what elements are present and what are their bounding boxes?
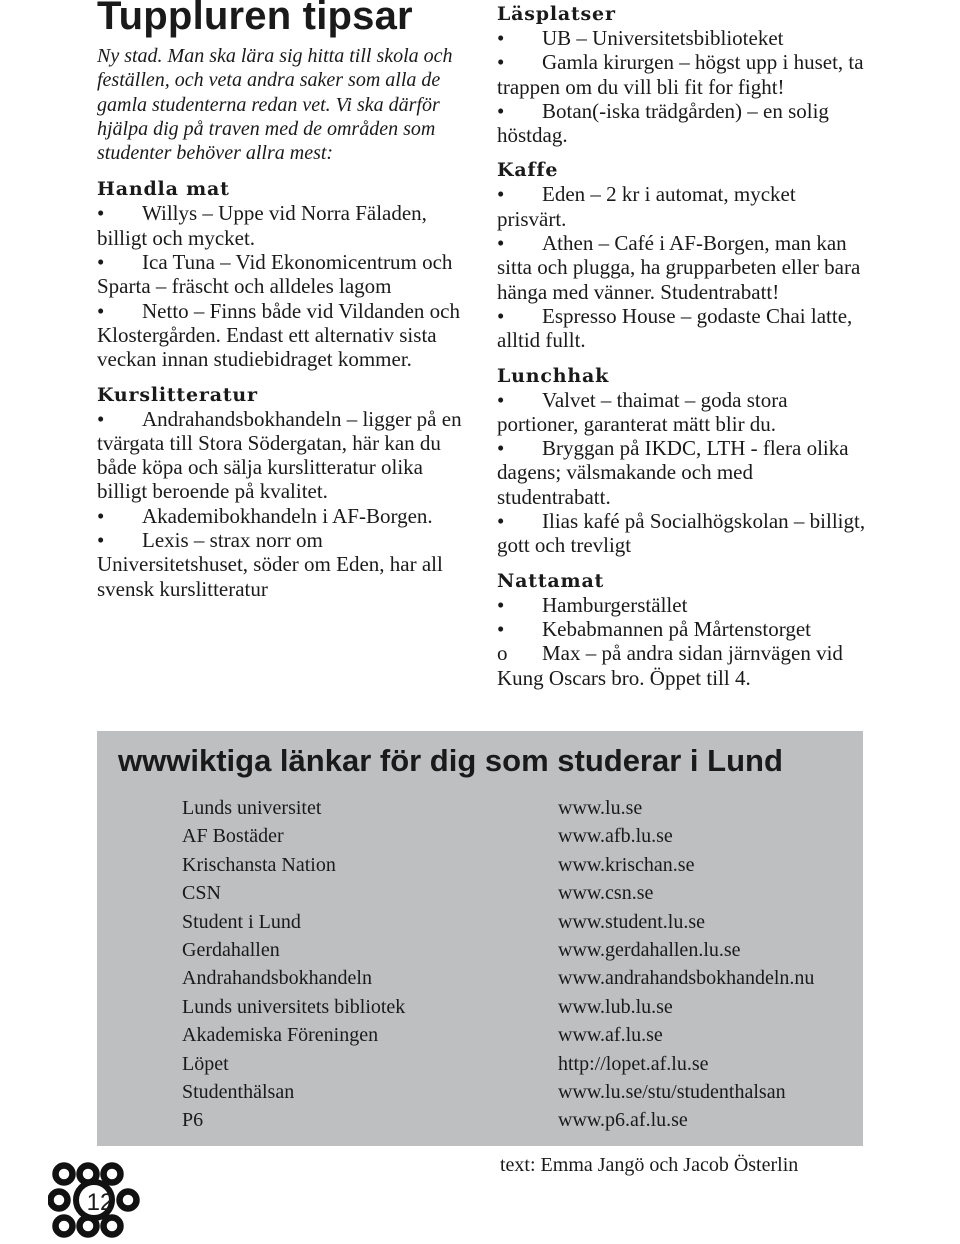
list-item-text: Andrahandsbokhandeln – ligger på en tvärgata till Stora Södergatan, här kan du både köpa och sälja kurslitteratur olika billigt beroende på kvalitet. xyxy=(97,406,462,504)
bullet-icon: • xyxy=(97,298,105,323)
bullet-icon: • xyxy=(497,50,505,75)
list-item-text: Akademibokhandeln i AF-Borgen. xyxy=(142,503,433,528)
section-heading: Kaffe xyxy=(497,159,559,182)
link-url[interactable]: www.gerdahallen.lu.se xyxy=(558,939,741,961)
list-item xyxy=(497,436,867,509)
bullet-icon: • xyxy=(497,182,505,207)
bullet-icon: • xyxy=(497,509,505,534)
bullet-icon: • xyxy=(97,503,105,528)
link-name: Löpet xyxy=(182,1052,229,1075)
list-item xyxy=(97,504,462,528)
list-item xyxy=(497,641,867,690)
section-gap xyxy=(97,372,462,383)
link-url[interactable]: http://lopet.af.lu.se xyxy=(558,1052,709,1075)
link-name: Student i Lund xyxy=(182,910,301,933)
right-sections xyxy=(497,2,867,690)
link-url[interactable]: www.csn.se xyxy=(558,882,654,905)
link-url[interactable]: www.lu.se xyxy=(558,797,643,819)
list-item xyxy=(497,99,867,148)
link-name: P6 xyxy=(182,1109,204,1132)
left-sections xyxy=(97,177,462,600)
bullet-icon: • xyxy=(497,592,505,617)
section-heading: Handla mat xyxy=(97,178,230,201)
list-item xyxy=(497,617,867,641)
bullet-icon: • xyxy=(497,436,505,461)
link-name: Akademiska Föreningen xyxy=(182,1024,379,1047)
list-item-text: Eden – 2 kr i automat, mycket prisvärt. xyxy=(497,182,796,231)
link-url[interactable]: www.student.lu.se xyxy=(558,910,706,933)
credits: text: Emma Jangö och Jacob Österlin xyxy=(500,1154,799,1176)
page-number: 12 xyxy=(86,1189,114,1216)
link-url[interactable]: www.af.lu.se xyxy=(558,1024,663,1047)
link-name: Lunds universitet xyxy=(182,797,322,819)
left-column xyxy=(97,44,462,601)
list-item-text: UB – Universitetsbiblioteket xyxy=(542,26,784,50)
bullet-icon: • xyxy=(97,201,105,226)
list-item-text: Valvet – thaimat – goda stora portioner, garanterat mätt blir du. xyxy=(497,387,788,436)
link-name: CSN xyxy=(182,882,221,905)
list-item xyxy=(97,407,462,504)
section-gap xyxy=(497,558,867,569)
section-heading: Läsplatser xyxy=(497,3,616,25)
list-item-text: Espresso House – godaste Chai latte, alltid fullt. xyxy=(497,303,853,353)
list-item xyxy=(497,593,867,617)
bullet-icon: o xyxy=(497,641,508,666)
section-heading: Kurslitteratur xyxy=(97,383,258,406)
right-column xyxy=(497,2,867,690)
list-item xyxy=(497,26,867,50)
bullet-icon: • xyxy=(497,98,505,123)
list-item-text: Ilias kafé på Socialhögskolan – billigt, gott och trevligt xyxy=(497,509,866,558)
bullet-icon: • xyxy=(97,406,105,431)
list-item-text: Lexis – strax norr om Universitetshuset, söder om Eden, har all svensk kurslitteratur xyxy=(97,528,443,601)
list-item xyxy=(97,201,462,250)
link-url[interactable]: www.p6.af.lu.se xyxy=(558,1109,688,1132)
list-item-text: Ica Tuna – Vid Ekonomicentrum och Sparta – fräscht och alldeles lagom xyxy=(97,250,453,299)
link-name: Andrahandsbokhandeln xyxy=(182,967,372,990)
link-name: AF Bostäder xyxy=(182,825,284,848)
bullet-icon: • xyxy=(497,387,505,412)
bullet-icon: • xyxy=(497,616,505,641)
intro-text: Ny stad. Man ska lära sig hitta till skola och feställen, och veta andra saker som alla de gamla studenterna redan vet. Vi ska därför hjälpa dig på traven med de områden som studenter behöver allra mest: xyxy=(97,45,453,165)
page-title: Tuppluren tipsar xyxy=(97,0,413,38)
list-item xyxy=(497,304,867,353)
list-item-text: Netto – Finns både vid Vildanden och Klostergården. Endast ett alternativ sista veckan innan studiebidraget kommer. xyxy=(97,298,460,372)
bullet-icon: • xyxy=(97,528,105,553)
links-title: wwwiktiga länkar för dig som studerar i Lund xyxy=(118,743,783,778)
links-box xyxy=(97,731,863,1146)
list-item-text: Kebabmannen på Mårtenstorget xyxy=(542,616,812,641)
section-heading: Lunchhak xyxy=(497,364,610,387)
list-item xyxy=(497,388,867,437)
link-name: Studenthälsan xyxy=(182,1081,295,1103)
list-item-text: Hamburgerstället xyxy=(542,592,688,617)
list-item-text: Bryggan på IKDC, LTH - flera olika dagens; välsmakande och med studentrabatt. xyxy=(497,436,849,509)
bullet-icon: • xyxy=(97,250,105,275)
bullet-icon: • xyxy=(497,231,505,256)
list-item-text: Gamla kirurgen – högst upp i huset, ta trappen om du vill bli fit for fight! xyxy=(497,50,864,99)
bullet-icon: • xyxy=(497,26,505,50)
list-item xyxy=(97,299,462,372)
link-url[interactable]: www.lub.lu.se xyxy=(558,995,673,1018)
link-name: Lunds universitets bibliotek xyxy=(182,995,406,1018)
section-gap xyxy=(497,147,867,158)
section-heading: Nattamat xyxy=(497,569,605,592)
section-gap xyxy=(497,353,867,364)
bullet-icon: • xyxy=(497,303,505,328)
link-url[interactable]: www.krischan.se xyxy=(558,853,695,876)
list-item xyxy=(97,528,462,601)
list-item-text: Botan(-iska trädgården) – en solig höstdag. xyxy=(497,98,829,148)
link-url[interactable]: www.lu.se/stu/studenthalsan xyxy=(558,1081,786,1103)
list-item xyxy=(497,182,867,231)
link-url[interactable]: www.andrahandsbokhandeln.nu xyxy=(558,967,815,990)
list-item xyxy=(497,50,867,99)
list-item xyxy=(497,509,867,558)
list-item xyxy=(497,231,867,304)
list-item xyxy=(97,250,462,299)
list-item-text: Max – på andra sidan järnvägen vid Kung Oscars bro. Öppet till 4. xyxy=(497,641,843,690)
list-item-text: Athen – Café i AF-Borgen, man kan sitta och plugga, ha grupparbeten eller bara hänga med vänner. Studentrabatt! xyxy=(497,231,861,304)
link-name: Gerdahallen xyxy=(182,939,280,961)
link-url[interactable]: www.afb.lu.se xyxy=(558,825,673,848)
list-item-text: Willys – Uppe vid Norra Fäladen, billigt och mycket. xyxy=(97,201,427,250)
link-name: Krischansta Nation xyxy=(182,853,336,876)
